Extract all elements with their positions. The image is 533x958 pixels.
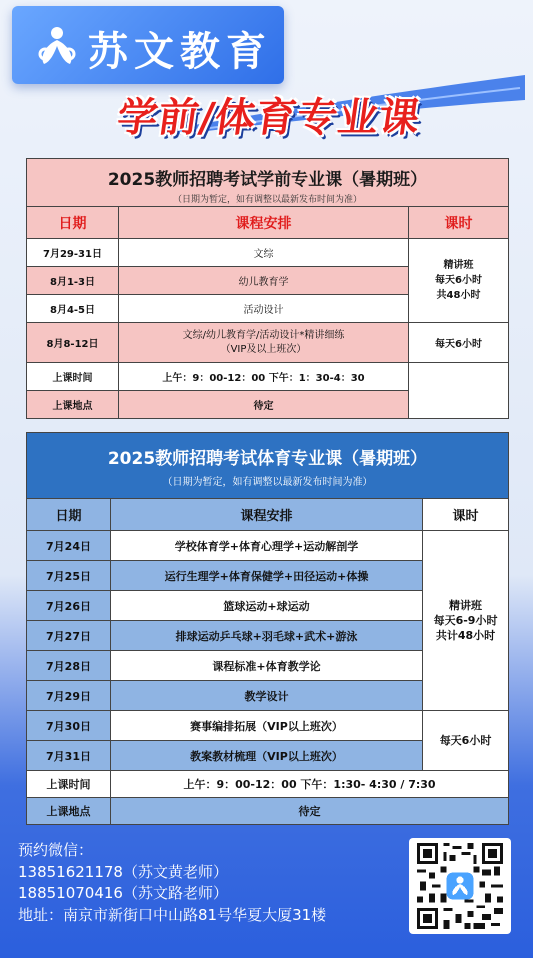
row-course <box>111 681 423 711</box>
row-date: 8月1-3日 <box>27 267 119 295</box>
row-date: 7月27日 <box>27 621 111 651</box>
hours-cell: 每天6小时 <box>409 323 509 363</box>
brand-logo-icon <box>34 24 80 68</box>
row-date: 7月26日 <box>27 591 111 621</box>
row-date: 7月29日 <box>27 681 111 711</box>
row-date: 7月29-31日 <box>27 239 119 267</box>
brand-name: 苏文教育 <box>88 28 272 75</box>
row-date: 8月8-12日 <box>27 323 119 363</box>
table-title-cell <box>27 159 509 207</box>
row-date: 7月24日 <box>27 531 111 561</box>
preschool-schedule-table <box>26 158 509 419</box>
row-date: 7月30日 <box>27 711 111 741</box>
contact-phone-2: 18851070416（苏文路老师） <box>18 884 228 902</box>
row-course <box>111 621 423 651</box>
hours-line: 精讲班 <box>443 260 474 271</box>
table-subtitle: （日期为暂定，如有调整以最新发布时间为准） <box>162 476 373 488</box>
time-label: 上课时间 <box>27 363 119 391</box>
header-hours: 课时 <box>423 499 509 531</box>
hours-line: 每天6-9小时 <box>433 614 498 627</box>
row-course: 幼儿教育学 <box>119 267 409 295</box>
contact-footer <box>18 840 326 926</box>
page-title: 学前/体育专业课 <box>114 95 424 141</box>
header-date: 日期 <box>27 207 119 239</box>
row-course <box>111 591 423 621</box>
qr-code-icon <box>414 843 506 929</box>
row-course <box>111 531 423 561</box>
course-text: 教案教材梳理（VIP以上班次） <box>190 749 343 763</box>
time-value: 上午：9：00-12：00 下午：1:30- 4:30 / 7:30 <box>111 771 509 798</box>
row-course: 活动设计 <box>119 295 409 323</box>
hours-line: 精讲班 <box>449 599 483 612</box>
header-date: 日期 <box>27 499 111 531</box>
course-text: 学校体育学+体育心理学+运动解剖学 <box>174 539 359 553</box>
hours-cell <box>423 531 509 711</box>
location-label: 上课地点 <box>27 391 119 419</box>
row-course <box>111 561 423 591</box>
time-value: 上午：9：00-12：00 下午：1：30-4：30 <box>119 363 409 391</box>
course-text: 赛事编排拓展（VIP以上班次） <box>190 719 343 733</box>
course-line: 文综/幼儿教育学/活动设计*精讲细练 <box>182 329 345 341</box>
table-subtitle: （日期为暂定，如有调整以最新发布时间为准） <box>173 194 363 205</box>
course-text: 运行生理学+体育保健学+田径运动+体操 <box>164 569 369 583</box>
row-date: 7月28日 <box>27 651 111 681</box>
header-course: 课程安排 <box>119 207 409 239</box>
row-date: 7月31日 <box>27 741 111 771</box>
course-text: 篮球运动+球运动 <box>223 599 310 613</box>
row-date: 8月4-5日 <box>27 295 119 323</box>
hours-line: 每天6小时 <box>435 275 482 286</box>
course-text: 教学设计 <box>244 689 289 703</box>
header-course: 课程安排 <box>111 499 423 531</box>
row-course <box>119 323 409 363</box>
table-title: 2025教师招聘考试体育专业课（暑期班） <box>107 448 428 469</box>
location-value: 待定 <box>111 798 509 825</box>
contact-phone-1: 13851621178（苏文黄老师） <box>18 862 228 881</box>
empty-cell <box>409 363 509 419</box>
hours-line: 共48小时 <box>436 290 481 301</box>
row-course: 文综 <box>119 239 409 267</box>
wechat-label: 预约微信： <box>18 841 94 859</box>
header-hours: 课时 <box>409 207 509 239</box>
table-title: 2025教师招聘考试学前专业课（暑期班） <box>107 169 428 190</box>
qr-code <box>409 838 511 934</box>
row-date: 7月25日 <box>27 561 111 591</box>
pe-schedule-table <box>26 432 509 825</box>
hours-cell: 每天6小时 <box>423 711 509 771</box>
row-course <box>111 741 423 771</box>
course-text: 课程标准+体育教学论 <box>212 659 321 673</box>
row-course <box>111 651 423 681</box>
hours-cell <box>409 239 509 323</box>
course-line: （VIP及以上班次） <box>220 343 307 355</box>
course-text: 排球运动乒乓球+羽毛球+武术+游泳 <box>175 629 358 643</box>
location-label: 上课地点 <box>27 798 111 825</box>
header-banner <box>0 0 533 155</box>
location-value: 待定 <box>119 391 409 419</box>
address: 地址：南京市新街口中山路81号华夏大厦31楼 <box>18 905 327 924</box>
time-label: 上课时间 <box>27 771 111 798</box>
table-title-cell <box>27 433 509 499</box>
hours-line: 共计48小时 <box>435 629 496 642</box>
row-course <box>111 711 423 741</box>
